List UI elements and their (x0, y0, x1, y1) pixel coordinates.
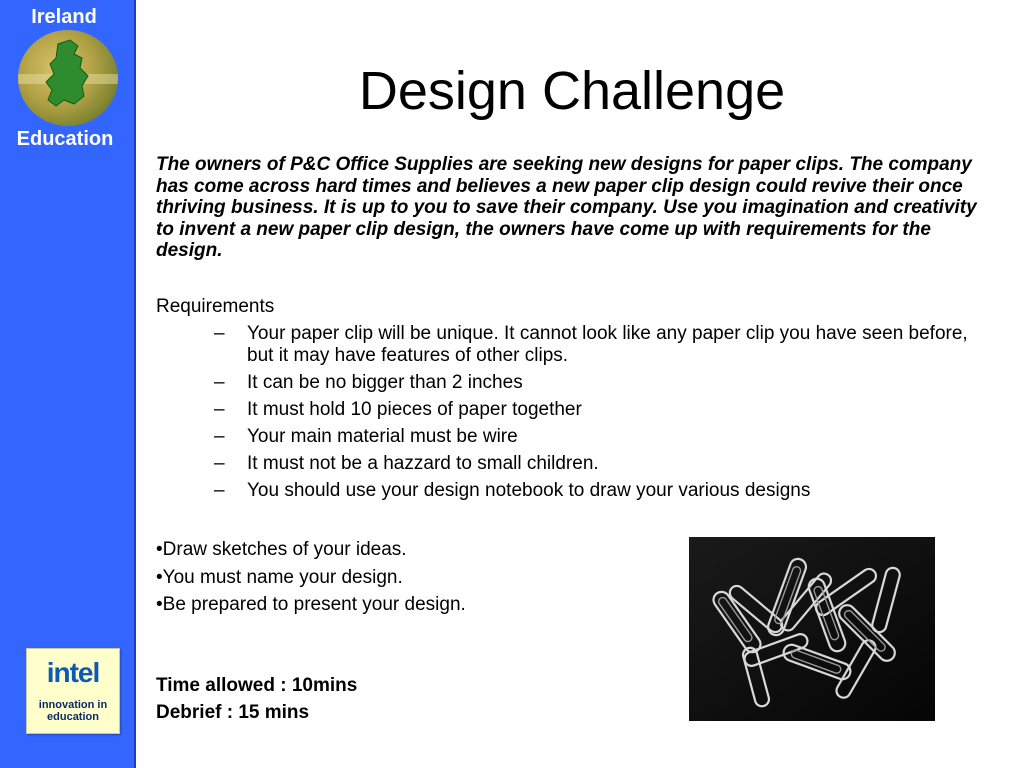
requirement-text: You should use your design notebook to draw your various designs (247, 480, 811, 501)
requirement-item (214, 323, 994, 367)
dash-bullet: – (214, 372, 225, 393)
requirement-item (214, 399, 994, 421)
requirement-item (214, 426, 994, 448)
intro-paragraph: The owners of P&C Office Supplies are seeking new designs for paper clips. The company has come across hard times and believes a new paper clip design could revive their once thriving business. It is up to you to save their company. Use you imagination and creativity to invent a new paper clip design, the owners have come up with requirements for the design. (156, 154, 977, 261)
bullet-item: •You must name your design. (156, 566, 403, 588)
debrief-time: Debrief : 15 mins (156, 702, 310, 723)
task-bullets (156, 536, 466, 619)
requirement-item (214, 372, 994, 394)
dash-bullet: – (214, 453, 225, 474)
intel-logo-badge (26, 648, 120, 734)
requirements-list (214, 323, 994, 507)
intel-logo: intel (46, 657, 100, 688)
requirement-text: It must hold 10 pieces of paper together (247, 399, 582, 420)
intel-tagline-line-1: innovation in (38, 699, 108, 711)
brand-ireland: Ireland (31, 6, 97, 28)
requirement-text: Your paper clip will be unique. It cannot look like any paper clip you have seen before, but it may have features of other clips. (247, 323, 968, 366)
paper-clips-photo (689, 537, 935, 721)
intel-tagline-line-2: education (47, 711, 99, 723)
brand-education: Education (16, 128, 114, 150)
requirement-text: It can be no bigger than 2 inches (247, 372, 523, 393)
requirement-text: It must not be a hazzard to small children. (247, 453, 599, 474)
sidebar (0, 0, 136, 768)
ireland-globe-icon (18, 30, 118, 126)
bullet-item: •Draw sketches of your ideas. (156, 539, 407, 560)
time-allowed: Time allowed : 10mins (156, 675, 358, 696)
timing-info (156, 672, 357, 726)
slide-title: Design Challenge (358, 61, 786, 121)
intel-tagline (27, 699, 119, 723)
dash-bullet: – (214, 426, 225, 447)
requirement-item (214, 480, 994, 502)
dash-bullet: – (214, 480, 225, 501)
requirement-item (214, 453, 994, 475)
requirement-text: Your main material must be wire (247, 426, 518, 447)
dash-bullet: – (214, 323, 225, 344)
dash-bullet: – (214, 399, 225, 420)
bullet-item: •Be prepared to present your design. (156, 594, 466, 615)
requirements-heading: Requirements (156, 296, 275, 317)
